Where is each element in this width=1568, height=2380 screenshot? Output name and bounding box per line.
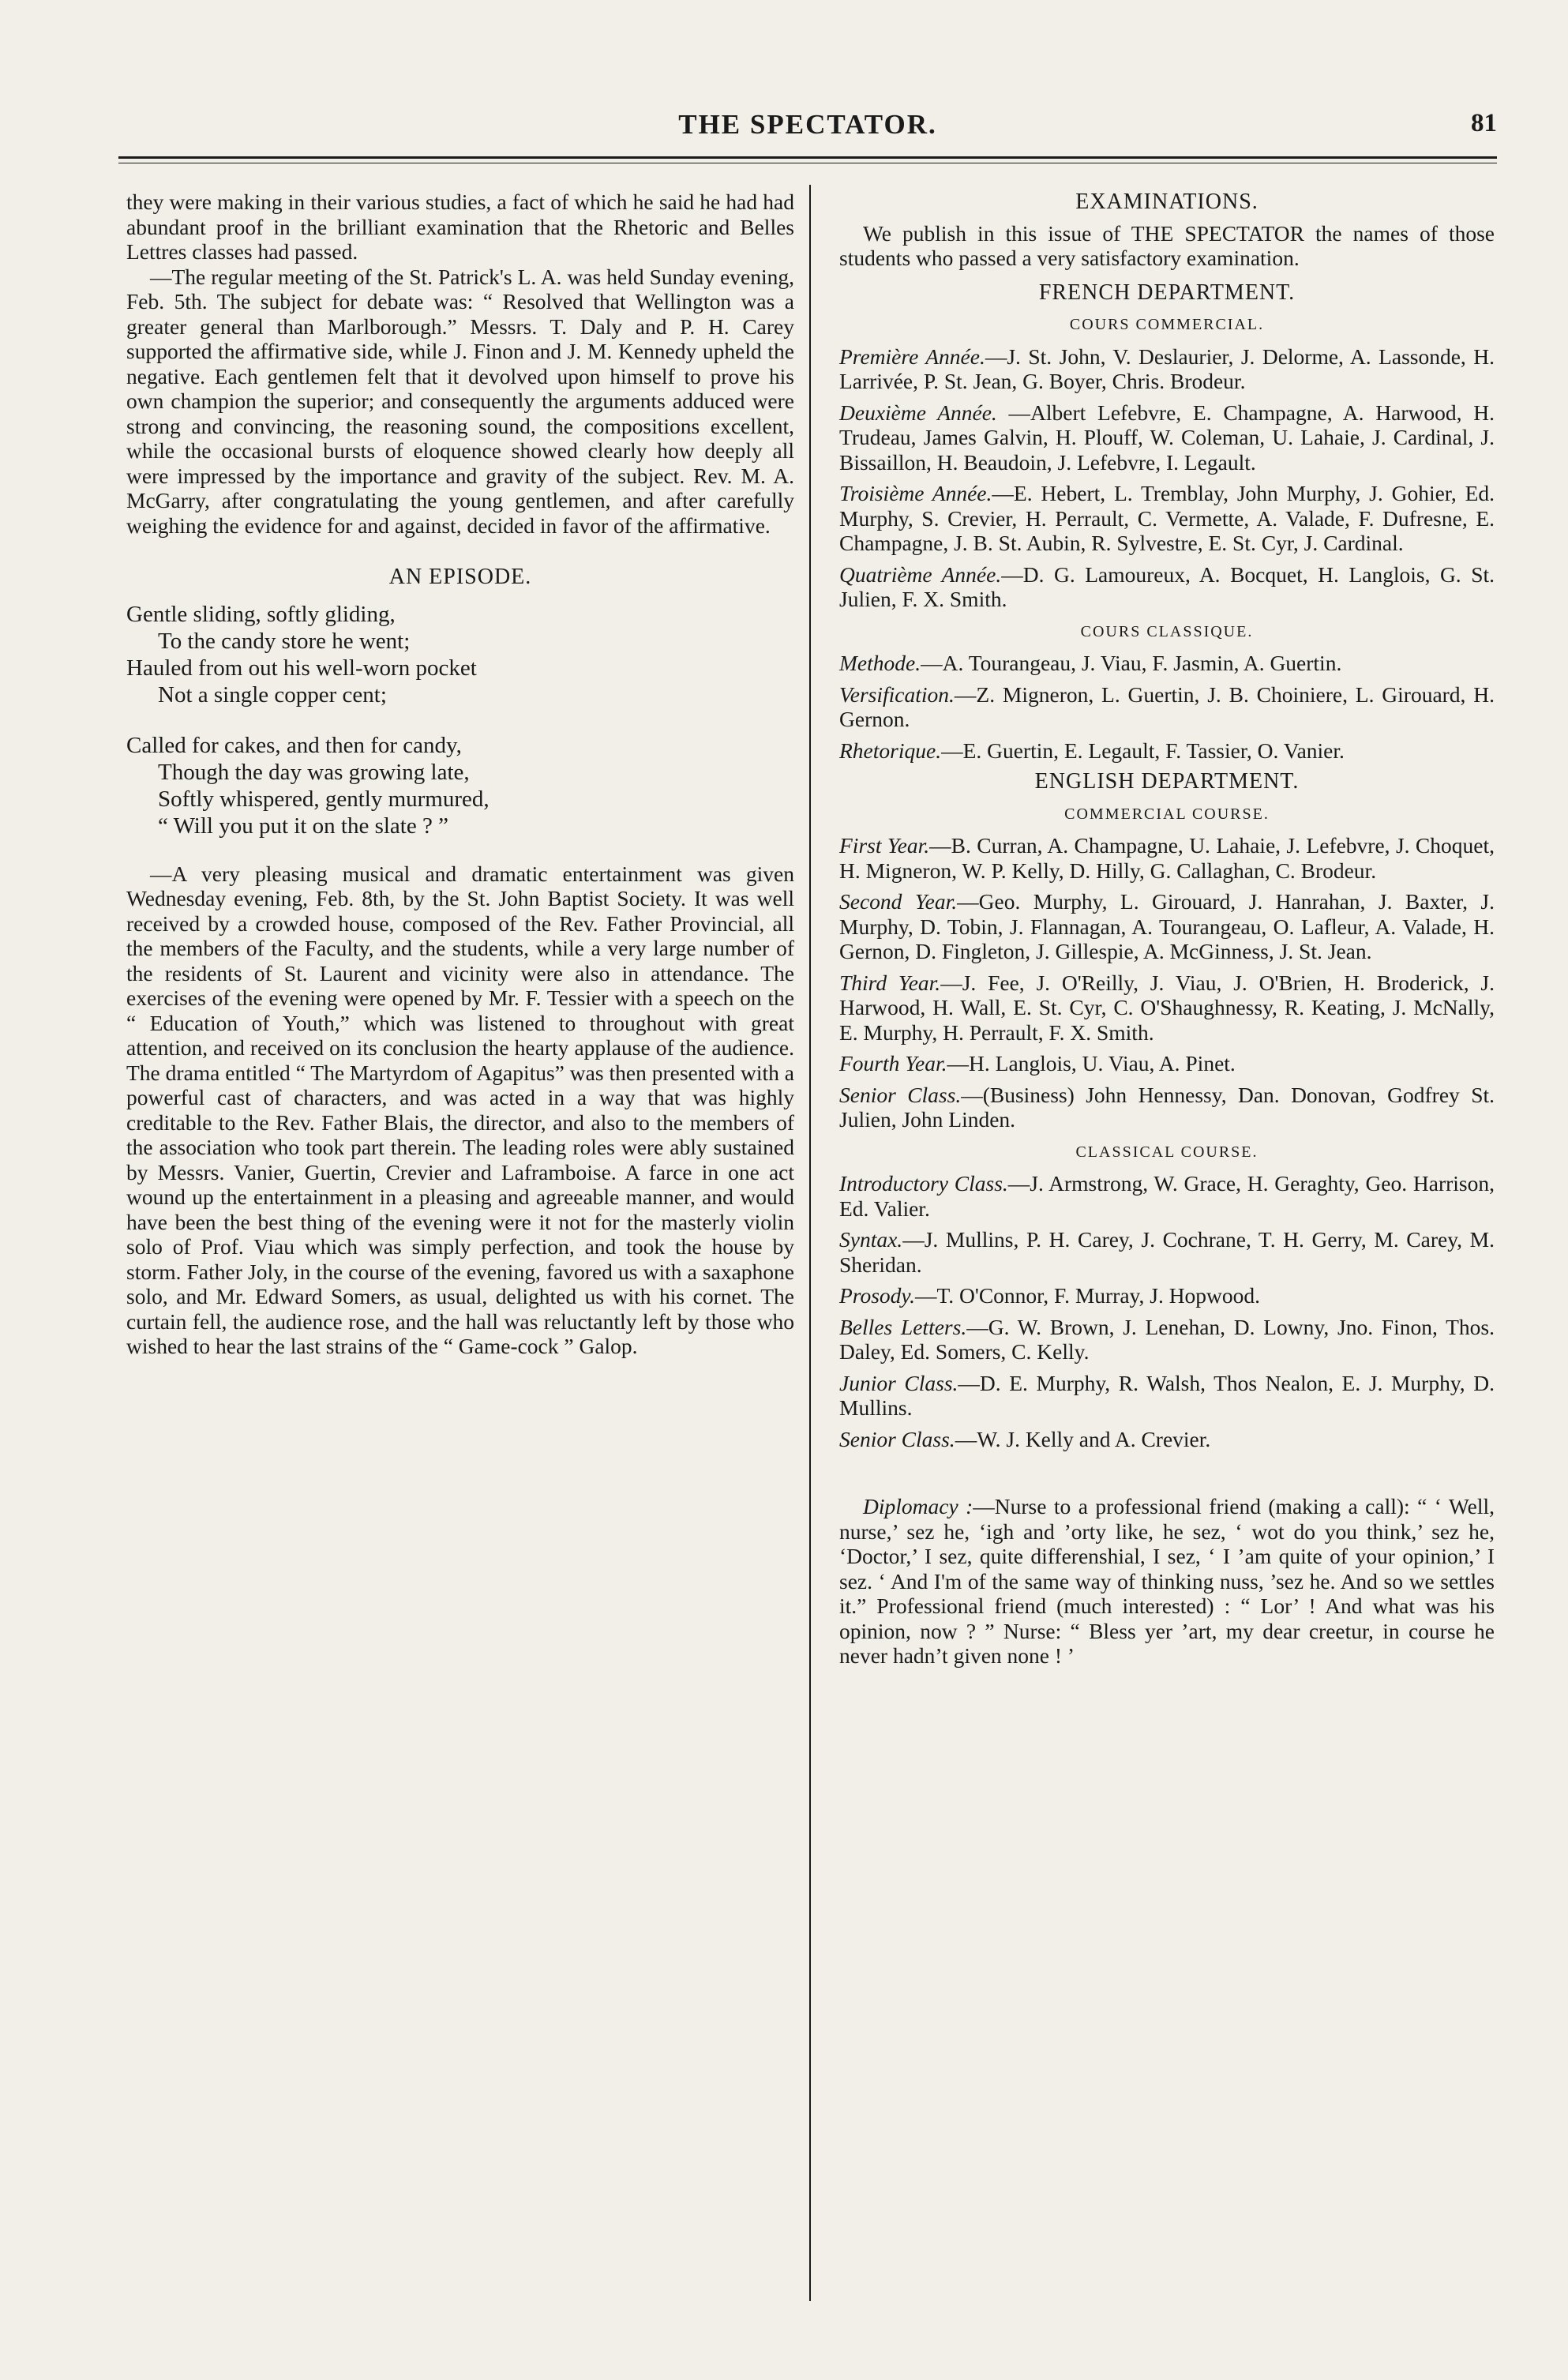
class-list-entry	[839, 1083, 1495, 1132]
class-label: Second Year.	[839, 889, 958, 914]
student-names: —A. Tourangeau, J. Viau, F. Jasmin, A. Guertin.	[921, 651, 1342, 675]
student-names: —D. E. Murphy, R. Walsh, Thos Nealon, E. J. Murphy, D. Mullins.	[839, 1370, 1495, 1420]
class-list-entry	[839, 481, 1495, 556]
student-names: —J. Fee, J. O'Reilly, J. Viau, J. O'Brien, H. Broderick, J. Harwood, H. Wall, E. St. Cyr, C. O'Shaughnessy, R. Keating, J. McNally, E. Murphy, H. Perrault, F. X. Smith.	[839, 970, 1495, 1045]
left-column	[126, 190, 794, 1359]
commercial-course-heading: COMMERCIAL COURSE.	[1064, 805, 1270, 823]
student-names: —J. Armstrong, W. Grace, H. Geraghty, Geo. Harrison, Ed. Valier.	[839, 1171, 1495, 1221]
poem-line: To the candy store he went;	[158, 628, 411, 654]
header-rule-thick	[118, 156, 1497, 159]
class-list-entry	[839, 344, 1495, 394]
class-label: Troisième Année.	[839, 481, 992, 505]
publication-title: THE SPECTATOR.	[678, 109, 937, 140]
class-list-entry	[839, 1315, 1495, 1365]
french-department-heading: FRENCH DEPARTMENT.	[1038, 280, 1296, 305]
poem-line: Softly whispered, gently murmured,	[158, 786, 490, 812]
right-column	[839, 190, 1495, 1669]
diplomacy-text: —Nurse to a professional friend (making a call): “ ‘ Well, nurse,’ sez he, ‘igh and ’orty like, he sez, ‘ wot do you think,’ sez he, ‘Doctor,’ I sez, quite differenshial, I sez, ‘ I ’am quite of your opinion,’ I sez. ‘ And I'm of the same way of thinking nuss, ’sez he. And so we settles it.” Professional friend (much interested) : “ Lor’ ! And what was his opinion, now ? ” Nurse: “ Bless yer ’art, my dear creetur, in course he never hadn’t given none ! ’	[839, 1494, 1495, 1668]
class-label: Syntax.	[839, 1227, 903, 1252]
page-header	[118, 109, 1497, 156]
class-list-entry	[839, 682, 1495, 732]
class-label: Prosody.	[839, 1283, 915, 1308]
class-list-entry	[839, 889, 1495, 964]
class-label: Deuxième Année.	[839, 400, 997, 425]
class-label: Senior Class.	[839, 1082, 962, 1107]
class-list-entry	[839, 1371, 1495, 1421]
student-names: —J. Mullins, P. H. Carey, J. Cochrane, T. H. Gerry, M. Carey, M. Sheridan.	[839, 1227, 1495, 1277]
poem-line: Called for cakes, and then for candy,	[126, 732, 462, 758]
class-list-entry	[839, 400, 1495, 475]
student-names: —D. G. Lamoureux, A. Bocquet, H. Langlois, G. St. Julien, F. X. Smith.	[839, 561, 1495, 611]
episode-heading: AN EPISODE.	[388, 565, 532, 589]
student-names: —Z. Migneron, L. Guertin, J. B. Choiniere, L. Girouard, H. Gernon.	[839, 681, 1495, 731]
class-list-entry	[839, 562, 1495, 612]
student-names: —B. Curran, A. Champagne, U. Lahaie, J. Lefebvre, J. Choquet, H. Migneron, W. P. Kelly, D. Hilly, G. Callaghan, C. Brodeur.	[839, 833, 1495, 883]
class-label: Belles Letters.	[839, 1314, 967, 1339]
student-names: —Albert Lefebvre, E. Champagne, A. Harwood, H. Trudeau, James Galvin, H. Plouff, W. Coleman, U. Lahaie, J. Cardinal, J. Bissaillon, H. Beaudoin, J. Lefebvre, I. Legault.	[839, 400, 1495, 475]
class-list-entry	[839, 1051, 1495, 1076]
poem-line: Not a single copper cent;	[158, 681, 387, 708]
class-list-entry	[839, 833, 1495, 883]
class-label: Rhetorique.	[839, 738, 942, 763]
class-list-entry	[839, 1171, 1495, 1221]
diplomacy-label: Diplomacy :	[863, 1494, 973, 1518]
column-divider	[809, 185, 811, 2301]
class-label: Senior Class.	[839, 1426, 955, 1451]
student-names: —H. Langlois, U. Viau, A. Pinet.	[947, 1051, 1236, 1076]
class-list-entry	[839, 970, 1495, 1045]
class-label: Methode.	[839, 651, 921, 675]
student-names: —E. Guertin, E. Legault, F. Tassier, O. Vanier.	[941, 738, 1345, 763]
student-names: —(Business) John Hennessy, Dan. Donovan, Godfrey St. Julien, John Linden.	[839, 1082, 1495, 1132]
class-label: First Year.	[839, 833, 930, 858]
class-label: Quatrième Année.	[839, 561, 1002, 587]
student-names: —T. O'Connor, F. Murray, J. Hopwood.	[915, 1283, 1261, 1308]
poem-line: “ Will you put it on the slate ? ”	[158, 813, 448, 839]
class-list-entry	[839, 738, 1495, 764]
paragraph-diplomacy	[839, 1494, 1495, 1669]
class-label: Introductory Class.	[839, 1171, 1008, 1196]
paragraph-debate: —The regular meeting of the St. Patrick's L. A. was held Sunday evening, Feb. 5th. The subject for debate was: “ Resolved that Wellington was a greater general than Marlborough.” Messrs. T. Daly and P. H. Carey supported the affirmative side, while J. Finon and J. M. Kennedy upheld the negative. Each gentlemen felt that it devolved upon himself to prove his own champion the superior; and consequently the arguments adduced were strong and convincing, the reasoning sound, the compositions excellent, while the occasional bursts of eloquence showed clearly how deeply all were impressed by the importance and gravity of the subject. Rev. M. A. McGarry, after congratulating the young gentlemen, and after carefully weighing the evidence for and against, decided in favor of the affirmative.	[126, 264, 794, 538]
class-label: Fourth Year.	[839, 1051, 947, 1076]
poem-line: Though the day was growing late,	[158, 759, 470, 785]
class-label: Third Year.	[839, 970, 941, 995]
student-names: —J. St. John, V. Deslaurier, J. Delorme, A. Lassonde, H. Larrivée, P. St. Jean, G. Boyer, Chris. Brodeur.	[839, 343, 1495, 393]
student-names: —W. J. Kelly and A. Crevier.	[955, 1426, 1211, 1451]
class-list-entry	[839, 1227, 1495, 1277]
paragraph-rhetoric-continued: they were making in their various studies, a fact of which he said he had had abundant proof in the brilliant examination that the Rhetoric and Belles Lettres classes had passed.	[126, 190, 794, 264]
class-list-entry	[839, 1283, 1495, 1308]
examinations-heading: EXAMINATIONS.	[1075, 190, 1259, 214]
class-list-entry	[839, 651, 1495, 676]
class-label: Première Année.	[839, 343, 985, 369]
classical-course-heading: CLASSICAL COURSE.	[1075, 1143, 1259, 1161]
page-number: 81	[1471, 109, 1497, 137]
cours-commercial-heading: COURS COMMERCIAL.	[1069, 316, 1265, 333]
english-department-heading: ENGLISH DEPARTMENT.	[1034, 769, 1300, 794]
student-names: —G. W. Brown, J. Lenehan, D. Lowny, Jno. Finon, Thos. Daley, Ed. Somers, C. Kelly.	[839, 1314, 1495, 1364]
class-list-entry	[839, 1427, 1495, 1452]
class-label: Junior Class.	[839, 1370, 958, 1395]
poem-line: Gentle sliding, softly gliding,	[126, 601, 396, 627]
poem-line: Hauled from out his well-worn pocket	[126, 655, 477, 681]
poem-stanza-2	[126, 732, 794, 839]
student-names: —E. Hebert, L. Tremblay, John Murphy, J. Gohier, Ed. Murphy, S. Crevier, H. Perrault, C. Vermette, A. Valade, F. Dufresne, E. Champagne, J. B. St. Aubin, R. Sylvestre, E. St. Cyr, J. Cardinal.	[839, 481, 1495, 555]
class-label: Versification.	[839, 681, 955, 707]
cours-classique-heading: COURS CLASSIQUE.	[1080, 622, 1254, 640]
examinations-intro: We publish in this issue of THE SPECTATOR the names of those students who passed a very satisfactory examination.	[839, 220, 1495, 270]
paragraph-entertainment: —A very pleasing musical and dramatic entertainment was given Wednesday evening, Feb. 8th, by the St. John Baptist Society. It was well received by a crowded house, composed of the Rev. Father Provincial, all the members of the Faculty, and the students, while a very large number of the residents of St. Laurent and vicinity were also in attendance. The exercises of the evening were opened by Mr. F. Tessier with a speech on the “ Education of Youth,” which was listened to throughout with great attention, and received on its conclusion the hearty applause of the audience. The drama entitled “ The Martyrdom of Agapitus” was then presented with a powerful cast of characters, and was acted in a way that was highly creditable to the Rev. Father Blais, the director, and also to the members of the association who took part therein. The leading roles were ably sustained by Messrs. Vanier, Guertin, Crevier and Laframboise. A farce in one act wound up the entertainment in a pleasing and agreeable manner, and would have been the best thing of the evening were it not for the masterly violin solo of Prof. Viau which was simply perfection, and took the house by storm. Father Joly, in the course of the evening, favored us with a saxaphone solo, and Mr. Edward Somers, as usual, delighted us with his cornet. The curtain fell, the audience rose, and the hall was reluctantly left by those who wished to hear the last strains of the “ Game-cock ” Galop.	[126, 861, 794, 1358]
poem-stanza-1	[126, 601, 794, 708]
student-names: —Geo. Murphy, L. Girouard, J. Hanrahan, J. Baxter, J. Murphy, D. Tobin, J. Flannagan, A. Tourangeau, O. Lafleur, A. Valade, H. Gernon, D. Fingleton, J. Gillespie, A. McGinness, J. St. Jean.	[839, 889, 1495, 963]
